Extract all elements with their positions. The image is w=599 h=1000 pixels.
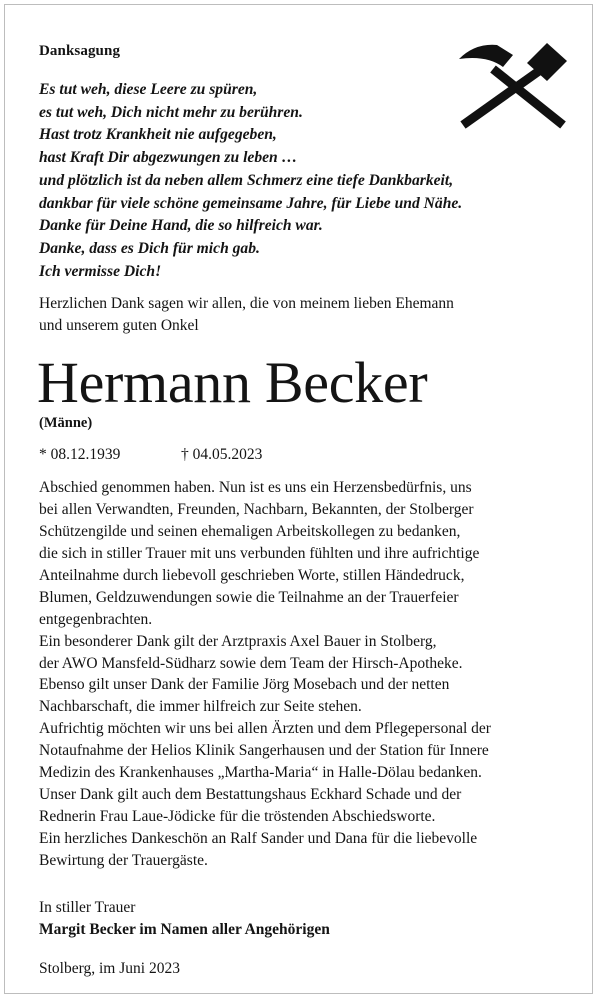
poem-line: Danke für Deine Hand, die so hilfreich war. [39,217,323,235]
body-line: Nachbarschaft, die immer hilfreich zur Seite stehen. [39,698,362,716]
intro-text [39,293,569,337]
body-text [39,477,579,872]
body-line: entgegenbrachten. [39,610,153,628]
death-date: † 04.05.2023 [181,446,263,463]
body-line: bei allen Verwandten, Freunden, Nachbarn, Bekannten, der Stolberger [39,500,474,518]
body-line: Unser Dank gilt auch dem Bestattungshaus Eckhard Schade und der [39,786,462,804]
body-line: Schützengilde und seinen ehemaligen Arbeitskollegen zu bedanken, [39,522,461,540]
notice-frame [4,4,593,994]
body-line: Abschied genommen haben. Nun ist es uns ein Herzensbedürfnis, uns [39,479,472,496]
body-line: die sich in stiller Trauer mit uns verbunden fühlten und ihre aufrichtige [39,544,480,562]
poem [39,79,559,283]
deceased-nickname: (Männe) [39,415,93,431]
body-line: Notaufnahme der Helios Klinik Sangerhausen und der Station für Innere [39,742,489,760]
life-dates [39,446,263,464]
intro-line: und unserem guten Onkel [39,317,199,334]
poem-line: hast Kraft Dir abgezwungen zu leben … [39,149,298,167]
body-line: Ebenso gilt unser Dank der Familie Jörg Mosebach und der netten [39,676,450,694]
body-line: der AWO Mansfeld-Südharz sowie dem Team der Hirsch-Apotheke. [39,654,463,672]
body-line: Aufrichtig möchten wir uns bei allen Ärzten und dem Pflegepersonal der [39,720,491,738]
deceased-name: Hermann Becker [37,350,428,415]
body-line: Ein besonderer Dank gilt der Arztpraxis Axel Bauer in Stolberg, [39,632,437,650]
poem-line: und plötzlich ist da neben allem Schmerz eine tiefe Dankbarkeit, [39,171,454,189]
poem-line: dankbar für viele schöne gemeinsame Jahre, für Liebe und Nähe. [39,194,463,212]
body-line: Medizin des Krankenhauses „Martha-Maria“ in Halle-Dölau bedanken. [39,764,482,782]
body-line: Anteilnahme durch liebevoll geschrieben Worte, stillen Händedruck, [39,566,465,584]
place-date: Stolberg, im Juni 2023 [39,960,180,977]
body-line: Rednerin Frau Laue-Jödicke für die tröstenden Abschiedsworte. [39,808,436,826]
intro-line: Herzlichen Dank sagen wir allen, die von meinem lieben Ehemann [39,295,454,312]
poem-line: Ich vermisse Dich! [39,262,162,280]
poem-line: Hast trotz Krankheit nie aufgegeben, [39,126,277,144]
birth-date: * 08.12.1939 [39,446,121,463]
closing-line: In stiller Trauer [39,899,136,916]
signature: Margit Becker im Namen aller Angehörigen [39,921,330,938]
body-line: Ein herzliches Dankeschön an Ralf Sander und Dana für die liebevolle [39,830,478,847]
body-line: Blumen, Geldzuwendungen sowie die Teilnahme an der Trauerfeier [39,588,459,606]
poem-line: Danke, dass es Dich für mich gab. [39,239,260,257]
poem-line: Es tut weh, diese Leere zu spüren, [39,81,258,98]
body-line: Bewirtung der Trauergäste. [39,851,208,869]
closing-block [39,897,330,941]
notice-heading: Danksagung [39,43,121,59]
poem-line: es tut weh, Dich nicht mehr zu berühren. [39,103,303,121]
